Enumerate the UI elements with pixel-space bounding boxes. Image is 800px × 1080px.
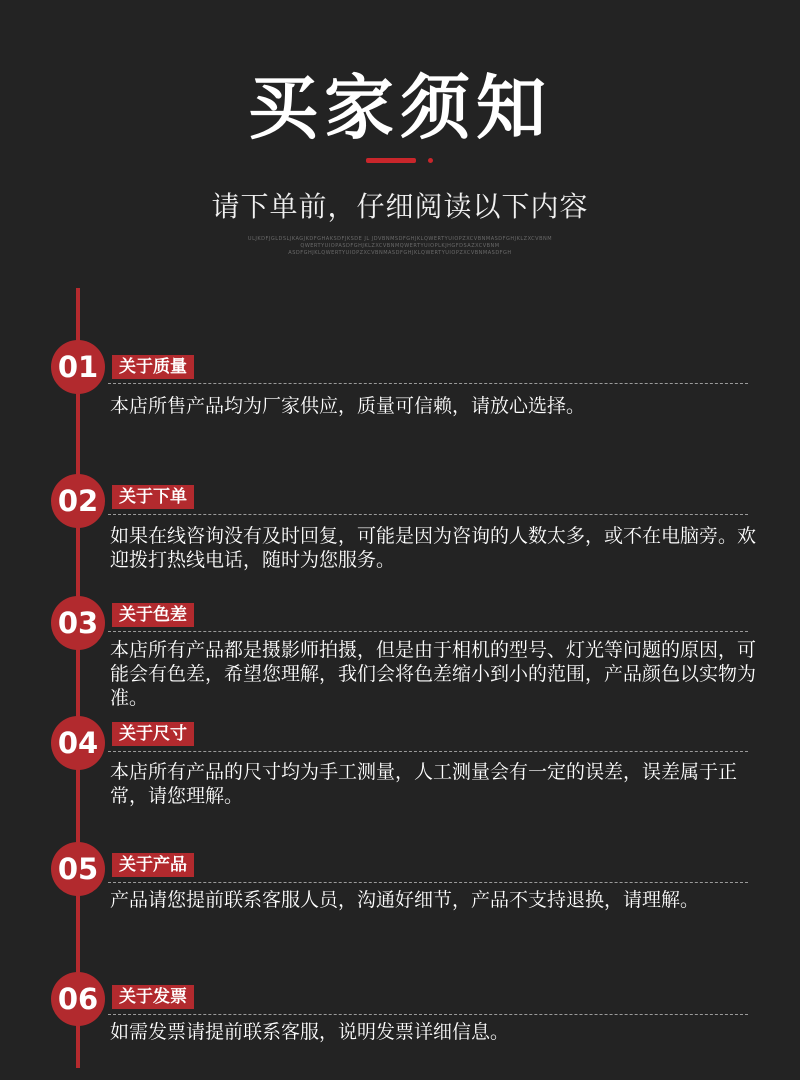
section-label: 关于色差 [112, 603, 194, 627]
section-label: 关于发票 [112, 985, 194, 1009]
section-divider [108, 383, 748, 384]
section-number-badge: 03 [51, 596, 105, 650]
section-label: 关于产品 [112, 853, 194, 877]
section-divider [108, 882, 748, 883]
section-divider [108, 1014, 748, 1015]
section-number-badge: 01 [51, 340, 105, 394]
section-text: 如果在线咨询没有及时回复，可能是因为咨询的人数太多，或不在电脑旁。欢迎拨打热线电话，随时为您服务。 [110, 525, 757, 571]
section-text: 本店所售产品均为厂家供应，质量可信赖，请放心选择。 [110, 395, 586, 417]
section-text: 产品请您提前联系客服人员，沟通好细节，产品不支持退换，请理解。 [110, 889, 700, 911]
section-divider [108, 631, 748, 632]
page-subtitle: 请下单前，仔细阅读以下内容 [211, 190, 589, 223]
decorative-fine-print: ULJKDFJGLDSLJKAGJKDFGHAKSDFJKSDE JL JDVBNMSDFGHJKLQWERTYUIOPZXCVBNMASDFGHJKLZXCVBNM QWERTYUIOPASDFGHJKLZXCVBNMQWERTYUIOPLKJHGFDSAZXCVBNM ASDFGHJKLQWERTYUIOPZXCVBNMASDFGHJKLQWERTYUIOPZXCVBNMASDFGH [247, 236, 553, 256]
section-label: 关于下单 [112, 485, 194, 509]
section-number-badge: 06 [51, 972, 105, 1026]
section-label: 关于质量 [112, 355, 194, 379]
section-number-badge: 04 [51, 716, 105, 770]
section-divider [108, 751, 748, 752]
title-underline-dot [428, 158, 433, 163]
timeline-line [76, 288, 80, 1068]
section-text: 本店所有产品的尺寸均为手工测量，人工测量会有一定的误差，误差属于正常，请您理解。 [110, 761, 738, 807]
section-divider [108, 514, 748, 515]
page-title: 买家须知 [248, 67, 552, 149]
section-number-badge: 05 [51, 842, 105, 896]
title-underline [366, 158, 416, 163]
section-text: 如需发票请提前联系客服，说明发票详细信息。 [110, 1021, 510, 1043]
section-text: 本店所有产品都是摄影师拍摄，但是由于相机的型号、灯光等问题的原因，可能会有色差，希望您理解，我们会将色差缩小到小的范围，产品颜色以实物为准。 [110, 639, 757, 709]
section-label: 关于尺寸 [112, 722, 194, 746]
section-number-badge: 02 [51, 474, 105, 528]
